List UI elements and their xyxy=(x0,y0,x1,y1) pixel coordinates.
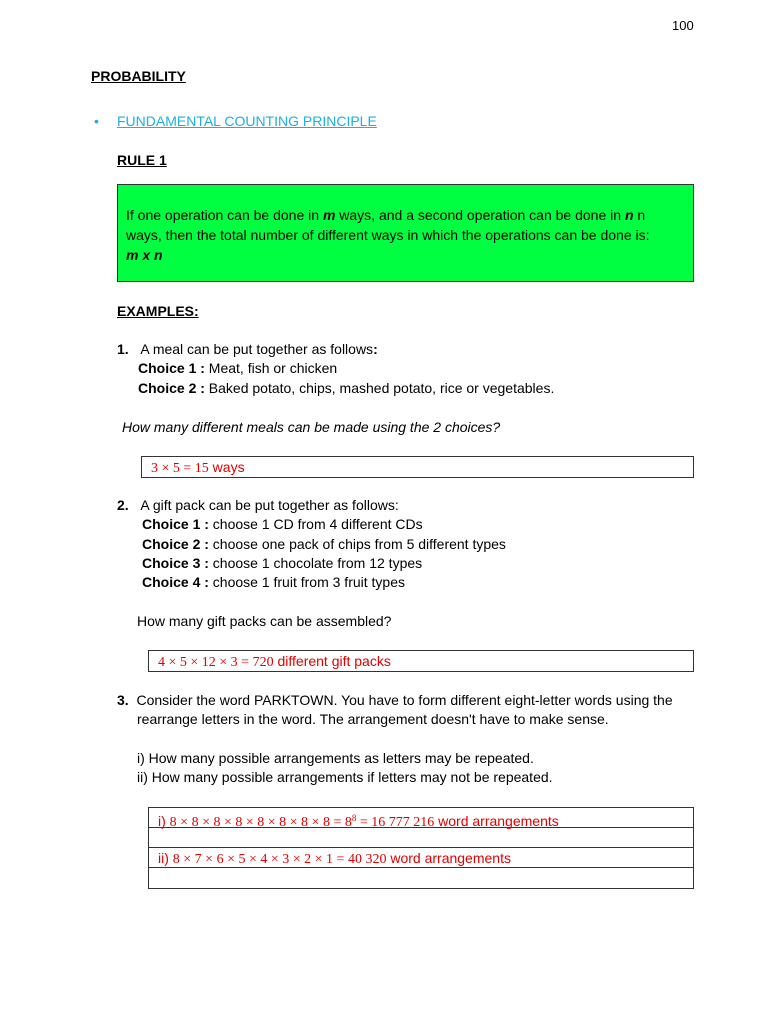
example-2-choice-2: Choice 2 : choose one pack of chips from 5 different types xyxy=(142,536,506,552)
rule-line-1: If one operation can be done in m ways, and a second operation can be done in n n xyxy=(126,207,646,223)
rule-box xyxy=(117,184,694,282)
rule-line-2: ways, then the total number of different ways in which the operations can be done is: xyxy=(126,227,650,243)
example-1-intro: 1. A meal can be put together as follows: xyxy=(117,341,378,357)
example-3-blank-row-1 xyxy=(149,828,693,848)
rule-formula: m x n xyxy=(126,247,163,263)
section-heading-link[interactable]: FUNDAMENTAL COUNTING PRINCIPLE xyxy=(117,113,377,129)
example-3-answer-1: i) $8 \times 8 \times 8 \times 8 \times 8 \times 8 \times 8 \times 8 = 8^8 = 16$ 777 216 word arrangements xyxy=(149,808,693,828)
rule-heading: RULE 1 xyxy=(117,152,167,168)
example-3-answer-2: ii) 8 × 7 × 6 × 5 × 4 × 3 × 2 × 1 = 40 320 word arrangements xyxy=(149,848,693,868)
example-2-choice-1: Choice 1 : choose 1 CD from 4 different CDs xyxy=(142,516,423,532)
example-3-question-1: i) How many possible arrangements as letters may be repeated. xyxy=(137,750,534,766)
bullet-icon: • xyxy=(94,113,99,129)
page-number: 100 xyxy=(672,18,694,33)
example-2-choice-3: Choice 3 : choose 1 chocolate from 12 types xyxy=(142,555,423,571)
example-2-choice-4: Choice 4 : choose 1 fruit from 3 fruit types xyxy=(142,574,405,590)
example-3-answer-table xyxy=(148,807,694,889)
page-title: PROBABILITY xyxy=(91,68,186,84)
example-1-question: How many different meals can be made using the 2 choices? xyxy=(122,419,501,435)
example-3-line-1: 3. Consider the word PARKTOWN. You have to form different eight-letter words using the xyxy=(117,692,673,708)
example-1-choice-1: Choice 1 : Meat, fish or chicken xyxy=(138,360,338,376)
example-3-blank-row-2 xyxy=(149,868,693,888)
example-2-intro: 2. A gift pack can be put together as follows: xyxy=(117,497,399,513)
example-1-answer: 3 × 5 = 15 ways xyxy=(141,456,694,478)
example-1-choice-2: Choice 2 : Baked potato, chips, mashed potato, rice or vegetables. xyxy=(138,380,555,396)
examples-heading: EXAMPLES: xyxy=(117,303,199,319)
example-3-line-2: rearrange letters in the word. The arrangement doesn't have to make sense. xyxy=(137,711,609,727)
example-2-answer: 4 × 5 × 12 × 3 = 720 different gift packs xyxy=(148,650,694,672)
example-2-question: How many gift packs can be assembled? xyxy=(137,613,392,629)
example-3-question-2: ii) How many possible arrangements if letters may not be repeated. xyxy=(137,769,553,785)
